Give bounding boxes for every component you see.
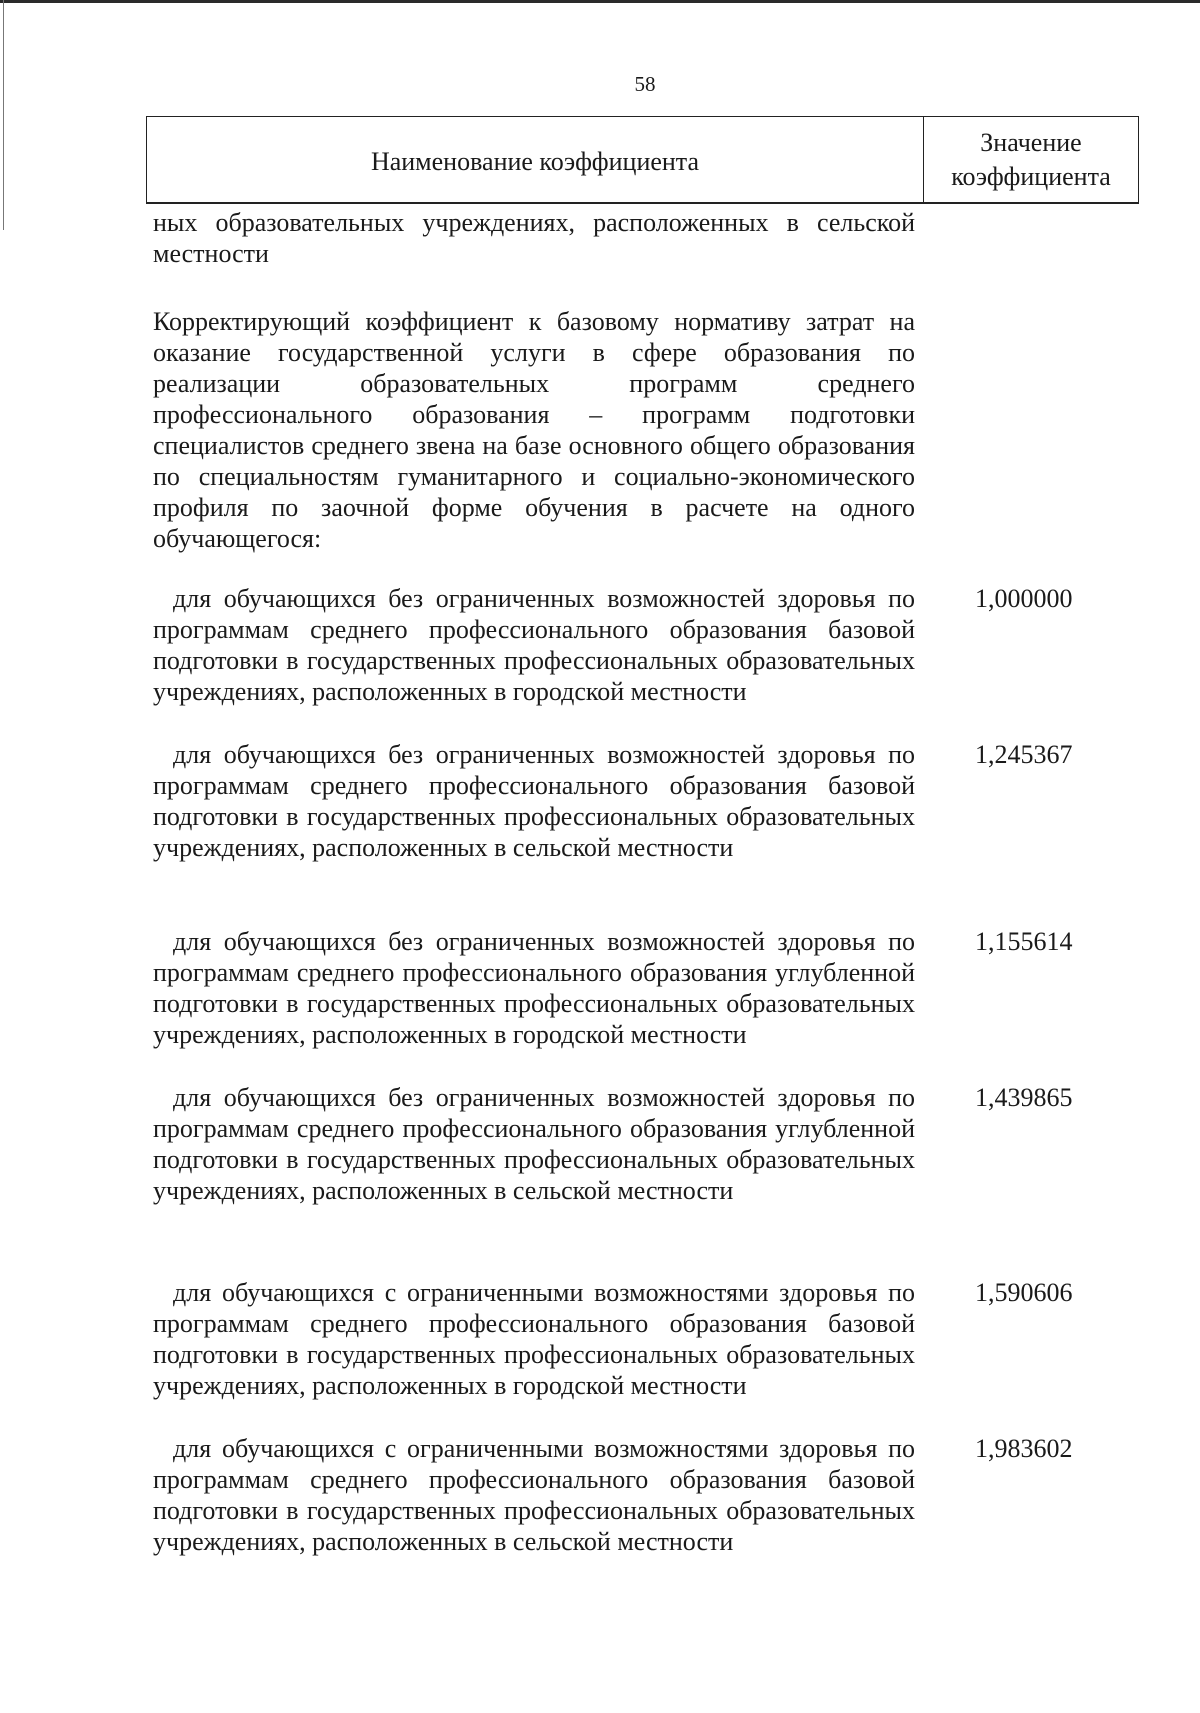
coefficient-description: для обучающихся без ограниченных возможностей здоровья по программам среднего профессионального образования базовой подготовки в государственных профессиональных образовательных учреждениях, расположенных в сельской местности — [153, 740, 915, 862]
table-header — [146, 116, 1139, 204]
coefficient-value: 1,590606 — [975, 1278, 1073, 1307]
coefficient-value: 1,439865 — [975, 1083, 1073, 1112]
page-number: 58 — [634, 72, 656, 96]
column-header-value-line1: Значение — [980, 127, 1082, 157]
column-header-name: Наименование коэффициента — [147, 117, 924, 202]
coefficient-value: 1,155614 — [975, 927, 1073, 956]
column-header-value — [924, 117, 1138, 202]
coefficient-description: для обучающихся без ограниченных возможностей здоровья по программам среднего профессионального образования углубленной подготовки в государственных профессиональных образовательных учреждениях, расположенных в сельской местности — [153, 1083, 915, 1205]
coefficient-description: для обучающихся с ограниченными возможностями здоровья по программам среднего профессионального образования базовой подготовки в государственных профессиональных образовательных учреждениях, расположенных в городской местности — [153, 1278, 915, 1400]
coefficient-value: 1,983602 — [975, 1434, 1073, 1463]
continuation-text: ных образовательных учреждениях, расположенных в сельской местности — [153, 208, 915, 268]
coefficient-value: 1,245367 — [975, 740, 1073, 769]
scan-border-left — [3, 0, 4, 230]
coefficient-description: для обучающихся без ограниченных возможностей здоровья по программам среднего профессионального образования базовой подготовки в государственных профессиональных образовательных учреждениях, расположенных в городской местности — [153, 584, 915, 706]
scan-border-top — [0, 0, 1200, 3]
coefficient-description: для обучающихся с ограниченными возможностями здоровья по программам среднего профессионального образования базовой подготовки в государственных профессиональных образовательных учреждениях, расположенных в сельской местности — [153, 1434, 915, 1556]
column-header-value-line2: коэффициента — [951, 161, 1111, 191]
intro-paragraph: Корректирующий коэффициент к базовому нормативу затрат на оказание государственной услуги в сфере образования по реализации образовательных программ среднего профессионального образования – программ подготовки специалистов среднего звена на базе основного общего образования по специальностям гуманитарного и социально-экономического профиля по заочной форме обучения в расчете на одного обучающегося: — [153, 307, 915, 553]
coefficient-value: 1,000000 — [975, 584, 1073, 613]
coefficient-description: для обучающихся без ограниченных возможностей здоровья по программам среднего профессионального образования углубленной подготовки в государственных профессиональных образовательных учреждениях, расположенных в городской местности — [153, 927, 915, 1049]
